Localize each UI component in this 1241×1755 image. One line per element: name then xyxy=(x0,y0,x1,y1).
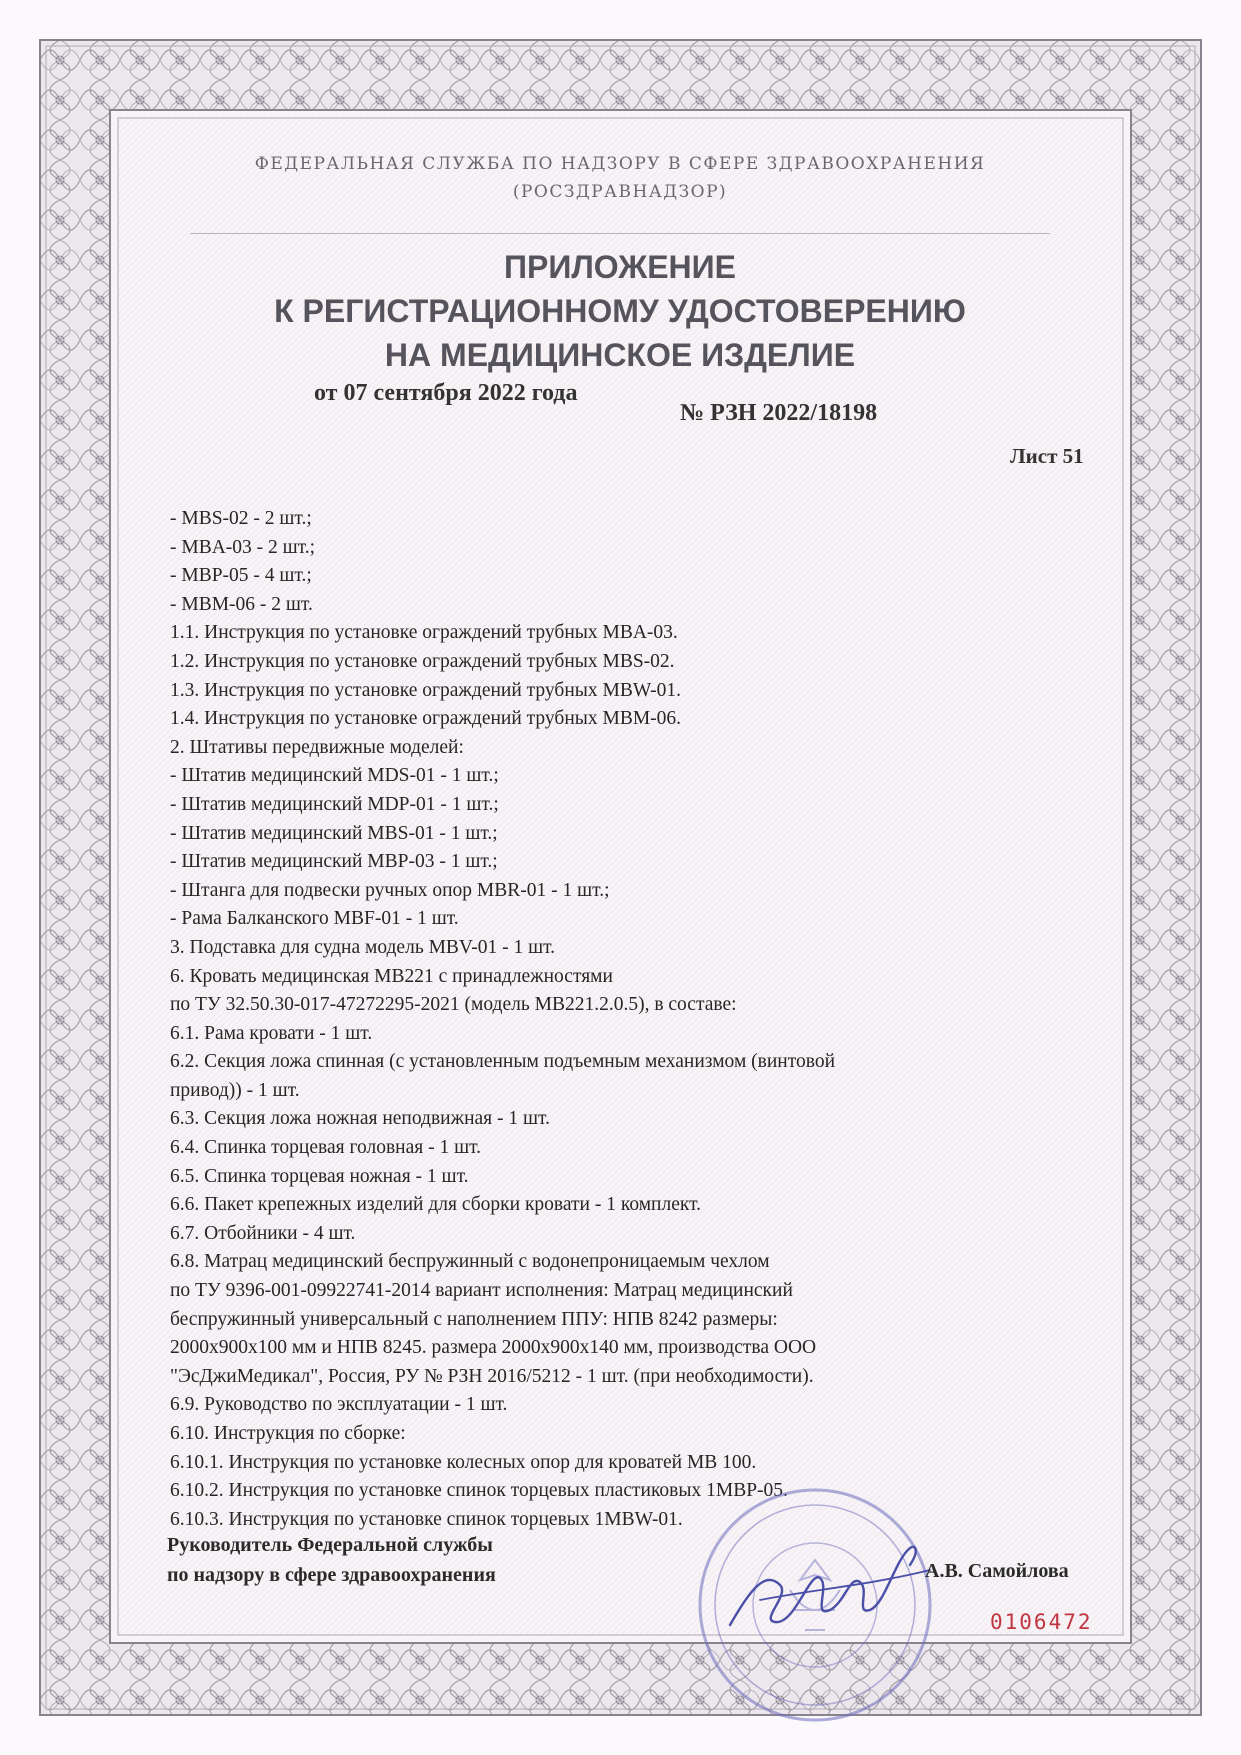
handwritten-signature xyxy=(720,1530,940,1640)
list-item: 6.9. Руководство по эксплуатации - 1 шт. xyxy=(170,1394,508,1416)
list-item: "ЭсДжиМедикал", Россия, РУ № РЗН 2016/5212 - 1 шт. (при необходимости). xyxy=(170,1365,814,1387)
blank-serial-number: 0106472 xyxy=(990,1610,1093,1634)
list-item: 6.2. Секция ложа спинная (с установленным подъемным механизмом (винтовой xyxy=(170,1051,835,1073)
agency-header xyxy=(150,150,1090,206)
document-title xyxy=(150,245,1090,377)
list-item: 6.4. Спинка торцевая головная - 1 шт. xyxy=(170,1137,482,1159)
list-item: 6.10.1. Инструкция по установке колесных опор для кроватей MB 100. xyxy=(170,1451,757,1473)
list-item: - Штатив медицинский MDP-01 - 1 шт.; xyxy=(170,793,499,815)
list-item: - Штатив медицинский MBP-03 - 1 шт.; xyxy=(170,851,498,873)
list-item: 6.6. Пакет крепежных изделий для сборки кровати - 1 комплект. xyxy=(170,1194,702,1216)
list-item: 6.10.3. Инструкция по установке спинок торцевых 1MBW-01. xyxy=(170,1508,683,1530)
title-line-2: К РЕГИСТРАЦИОННОМУ УДОСТОВЕРЕНИЮ xyxy=(274,293,966,329)
list-item: 6.1. Рама кровати - 1 шт. xyxy=(170,1022,373,1044)
list-item: 6.10. Инструкция по сборке: xyxy=(170,1423,406,1444)
list-item: 1.1. Инструкция по установке ограждений трубных MBA-03. xyxy=(170,622,678,644)
list-item: - MBA-03 - 2 шт.; xyxy=(170,536,316,558)
list-item: 6.5. Спинка торцевая ножная - 1 шт. xyxy=(170,1165,469,1187)
list-item: - Штатив медицинский MDS-01 - 1 шт.; xyxy=(170,765,499,787)
signatory-title-line-2: по надзору в сфере здравоохранения xyxy=(167,1564,496,1586)
title-line-1: ПРИЛОЖЕНИЕ xyxy=(504,249,736,285)
list-item: 6.8. Матрац медицинский беспружинный с водонепроницаемым чехлом xyxy=(170,1251,770,1273)
issue-date: от 07 сентября 2022 года xyxy=(314,380,578,406)
list-item: - MBP-05 - 4 шт.; xyxy=(170,565,312,587)
list-item: 6.3. Секция ложа ножная неподвижная - 1 шт. xyxy=(170,1108,550,1130)
list-item: - Рама Балканского MBF-01 - 1 шт. xyxy=(170,908,459,930)
list-item: 1.3. Инструкция по установке ограждений трубных MBW-01. xyxy=(170,679,682,701)
component-list xyxy=(170,505,1060,1534)
list-item: 2000x900x100 мм и НПВ 8245. размера 2000x900x140 мм, производства ООО xyxy=(170,1337,817,1359)
list-item: 6. Кровать медицинская MB221 с принадлежностями xyxy=(170,965,613,987)
list-item: - MBM-06 - 2 шт. xyxy=(170,593,313,615)
list-item: 2. Штативы передвижные моделей: xyxy=(170,736,464,758)
list-item: по ТУ 32.50.30-017-47272295-2021 (модель MB221.2.0.5), в составе: xyxy=(170,994,737,1016)
list-item: - MBS-02 - 2 шт.; xyxy=(170,508,312,529)
title-line-3: НА МЕДИЦИНСКОЕ ИЗДЕЛИЕ xyxy=(384,337,856,373)
signatory-title-line-1: Руководитель Федеральной службы xyxy=(167,1534,493,1556)
header-divider xyxy=(190,233,1050,234)
sheet-number: Лист 51 xyxy=(1010,444,1084,468)
registration-number: № РЗН 2022/18198 xyxy=(680,400,878,426)
agency-name: ФЕДЕРАЛЬНАЯ СЛУЖБА ПО НАДЗОРУ В СФЕРЕ ЗДРАВООХРАНЕНИЯ xyxy=(254,154,986,174)
list-item: 3. Подставка для судна модель MBV-01 - 1 шт. xyxy=(170,936,556,958)
list-item: 6.10.2. Инструкция по установке спинок торцевых пластиковых 1MBP-05. xyxy=(170,1480,788,1502)
signatory-name: А.В. Самойлова xyxy=(925,1560,1069,1582)
agency-abbreviation: (РОСЗДРАВНАДЗОР) xyxy=(512,182,728,202)
list-item: 6.7. Отбойники - 4 шт. xyxy=(170,1222,356,1244)
list-item: по ТУ 9396-001-09922741-2014 вариант исполнения: Матрац медицинский xyxy=(170,1280,793,1302)
list-item: беспружинный универсальный с наполнением ППУ: НПВ 8242 размеры: xyxy=(170,1308,778,1330)
list-item: 1.4. Инструкция по установке ограждений трубных MBM-06. xyxy=(170,708,682,730)
list-item: - Штанга для подвески ручных опор MBR-01 - 1 шт.; xyxy=(170,879,610,901)
signatory-title xyxy=(167,1530,496,1590)
list-item: 1.2. Инструкция по установке ограждений трубных MBS-02. xyxy=(170,650,675,672)
list-item: привод)) - 1 шт. xyxy=(170,1079,300,1101)
list-item: - Штатив медицинский MBS-01 - 1 шт.; xyxy=(170,822,498,844)
